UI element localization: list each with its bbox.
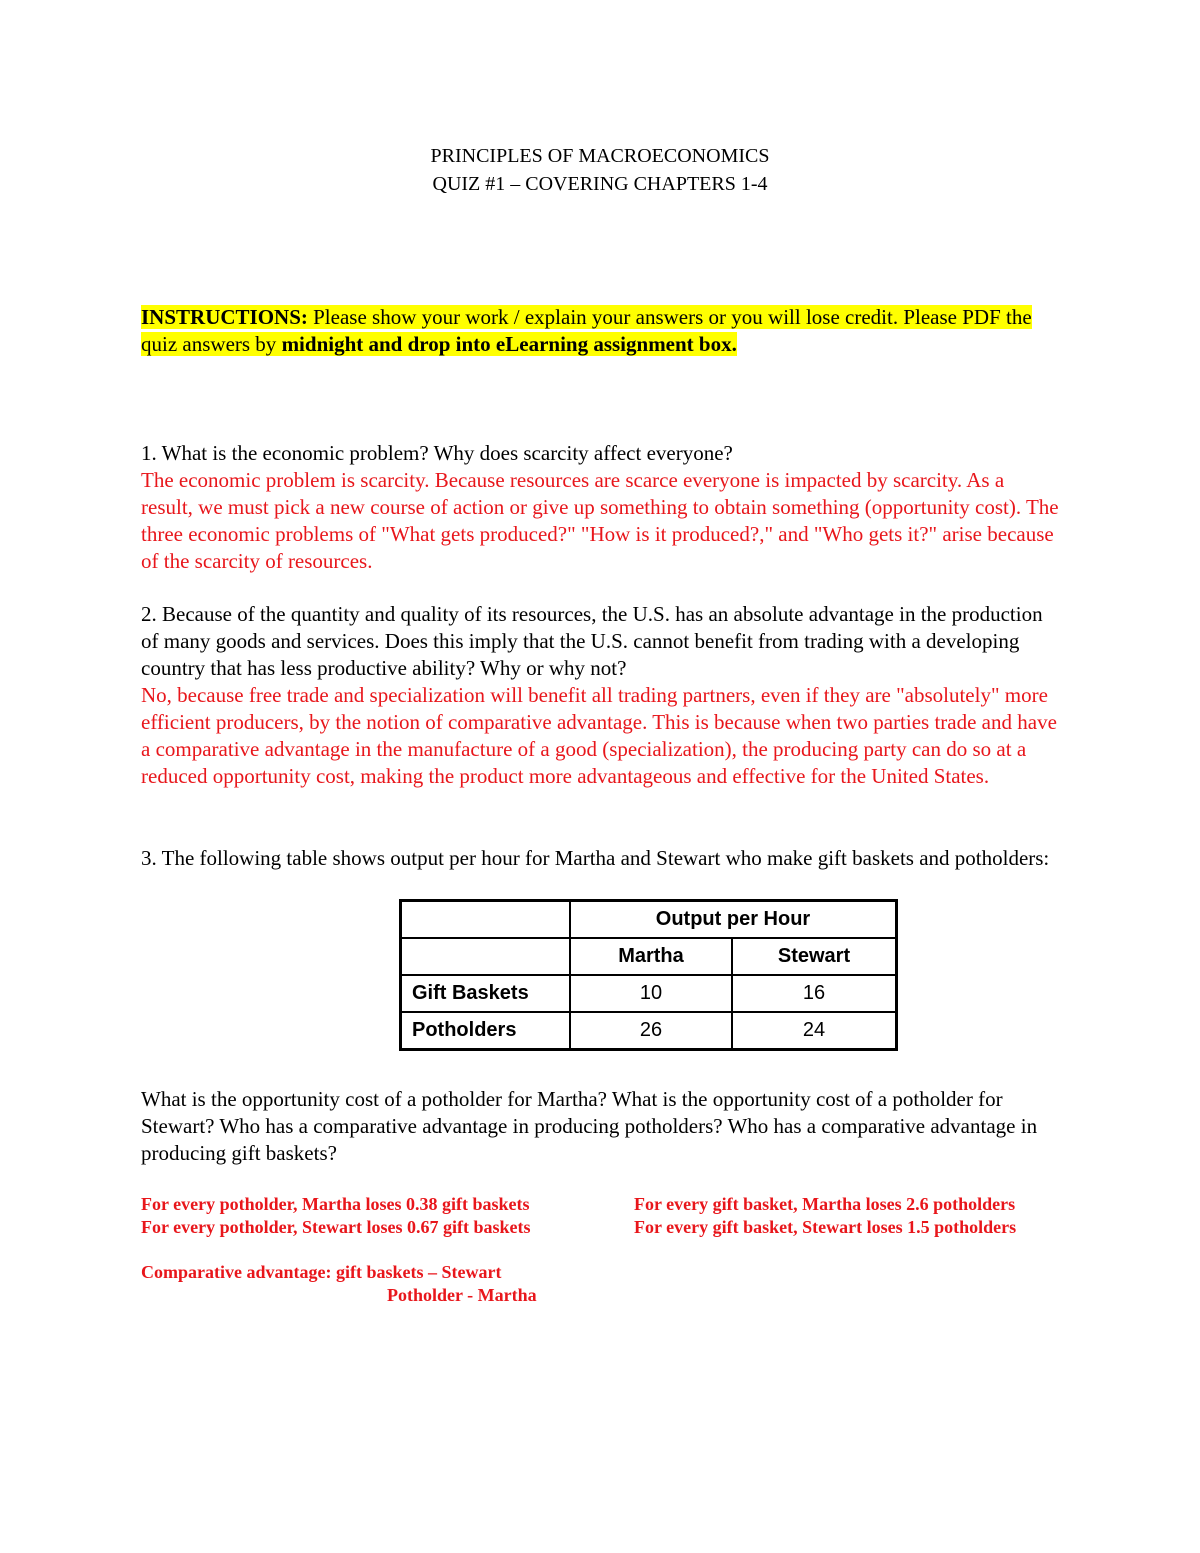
question-2-answer: No, because free trade and specialization will benefit all trading partners, even if they are "absolutely" more efficient producers, by the notion of comparative advantage. This is because when two parties trade and have a comparative advantage in the manufacture of a good (specialization), the producing party can do so at a reduced opportunity cost, making the product more advantageous and effective for the United States. bbox=[141, 683, 1057, 788]
answer-stewart-potholder: For every potholder, Stewart loses 0.67 gift baskets bbox=[141, 1217, 531, 1237]
table-row-label: Gift Baskets bbox=[401, 975, 571, 1012]
table-cell: 26 bbox=[570, 1012, 732, 1050]
instructions-bold: midnight and drop into eLearning assignment box. bbox=[281, 332, 737, 356]
question-3 bbox=[141, 845, 1061, 872]
document-title: PRINCIPLES OF MACROECONOMICS bbox=[430, 145, 770, 167]
question-3-followup: What is the opportunity cost of a potholder for Martha? What is the opportunity cost of a potholder for Stewart? Who has a comparative advantage in producing potholders? Who has a comparative advantage in producing gift baskets? bbox=[141, 1087, 1038, 1165]
table-group-header: Output per Hour bbox=[570, 901, 897, 939]
table-cell: 24 bbox=[732, 1012, 897, 1050]
table-row-label: Potholders bbox=[401, 1012, 571, 1050]
answer-martha-gift-basket: For every gift basket, Martha loses 2.6 potholders bbox=[634, 1194, 1016, 1214]
question-1-text: 1. What is the economic problem? Why does scarcity affect everyone? bbox=[141, 441, 733, 465]
table-cell: 10 bbox=[570, 975, 732, 1012]
table-cell-empty bbox=[401, 938, 571, 975]
table-row bbox=[401, 901, 897, 939]
answer-comparative-advantage: Comparative advantage: gift baskets – Stewart bbox=[141, 1262, 502, 1282]
instructions bbox=[141, 304, 1061, 358]
table-cell-empty bbox=[401, 901, 571, 939]
answer-comparative-potholder: Potholder - Martha bbox=[387, 1285, 537, 1305]
table-col-header: Stewart bbox=[732, 938, 897, 975]
table-row bbox=[401, 1012, 897, 1050]
question-2-text: 2. Because of the quantity and quality of its resources, the U.S. has an absolute advantage in the production of many goods and services. Does this imply that the U.S. cannot benefit from trading with a developing country that has less productive ability? Why or why not? bbox=[141, 602, 1043, 680]
document-subtitle: QUIZ #1 – COVERING CHAPTERS 1-4 bbox=[432, 173, 768, 195]
table-row bbox=[401, 975, 897, 1012]
output-table bbox=[399, 899, 898, 1051]
instructions-text: Please show your work / explain your answers or you will lose credit. Please PDF the quiz answers by bbox=[141, 305, 1032, 356]
question-3-text: 3. The following table shows output per hour for Martha and Stewart who make gift baskets and potholders: bbox=[141, 846, 1050, 870]
question-1-answer: The economic problem is scarcity. Because resources are scarce everyone is impacted by scarcity. As a result, we must pick a new course of action or give up something to obtain something (opportunity cost). The three economic problems of "What gets produced?" "How is it produced?," and "Who gets it?" arise because of the scarcity of resources. bbox=[141, 468, 1059, 573]
answer-martha-potholder: For every potholder, Martha loses 0.38 gift baskets bbox=[141, 1194, 530, 1214]
instructions-label: INSTRUCTIONS: bbox=[141, 305, 308, 329]
question-2 bbox=[141, 601, 1061, 790]
answer-stewart-gift-basket: For every gift basket, Stewart loses 1.5 potholders bbox=[634, 1217, 1017, 1237]
table-row bbox=[401, 938, 897, 975]
table-cell: 16 bbox=[732, 975, 897, 1012]
table-col-header: Martha bbox=[570, 938, 732, 975]
question-1 bbox=[141, 440, 1061, 575]
